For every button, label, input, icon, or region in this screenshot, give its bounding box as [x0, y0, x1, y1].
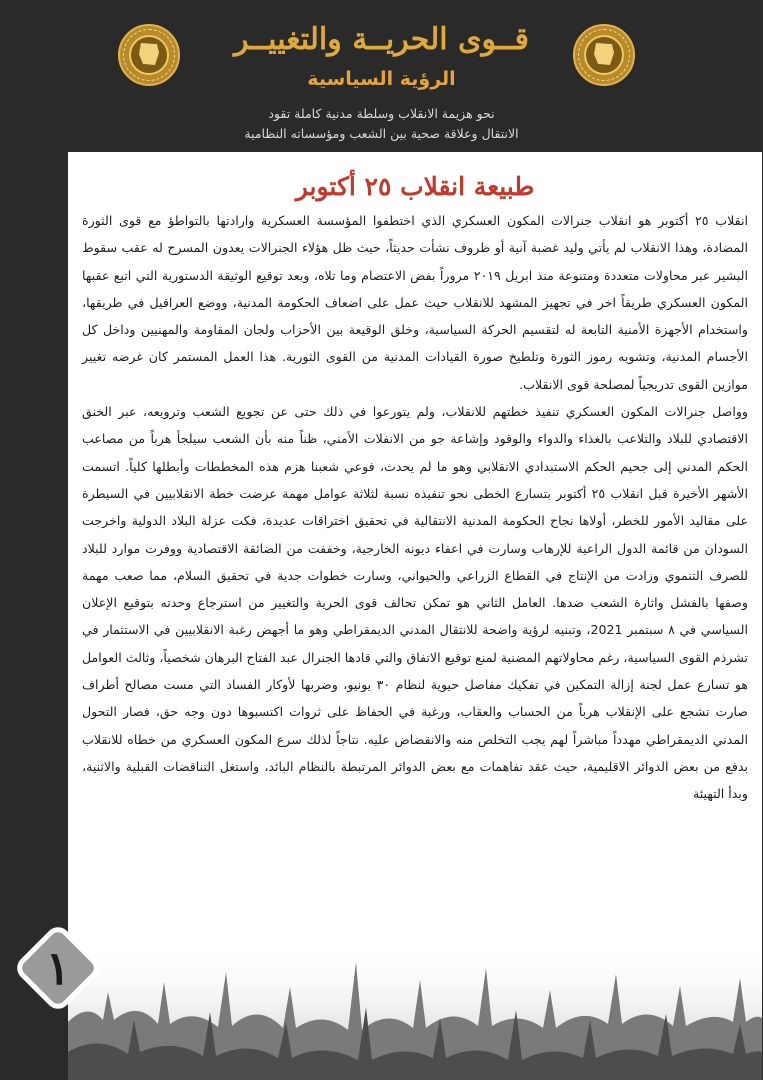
protest-crowd-silhouette-icon: [68, 902, 762, 1080]
paragraph-1: انقلاب ٢٥ أكتوبر هو انقلاب جنرالات المكون العسكري الذي اختطفوا المؤسسة العسكرية وارادتها بالتواطؤ مع قوى الثورة المضادة، وهذا الانقلاب لم يأتي وليد غضبة آنية أو ظروف نشأت حديثاً، حيث ظل هؤلاء الجنرالات يعدون المسرح له عقب سقوط البشير عبر محاولات متعددة ومتنوعة منذ ابريل ٢٠١٩ مروراً بفض الاعتصام وما تلاه، وبعد توقيع الوثيقة الدستورية التي اتبع عقبها المكون العسكري طريقاً اخر في تجهيز المشهد للانقلاب حيث عمل على اضعاف الحكومة المدنية، ووضع العراقيل في طريقها، واستخدام الأجهزة الأمنية التابعة له لتقسيم الحركة السياسية، وخلق الوقيعة بين الأحزاب ولجان المقاومة والمهنيين وداخل كل الأجسام المدنية، وتشويه رموز الثورة وتلطيخ صورة القيادات المدنية من القوى الثورية. هذا العمل المستمر كان غرضه تغيير موازين القوى تدريجياً لمصلحة قوى الانقلاب.: [82, 213, 749, 392]
page-body: [68, 152, 762, 1080]
header-band: [0, 0, 763, 152]
document-subtitle: الرؤية السياسية: [307, 68, 456, 90]
tagline-line-2: الانتقال وعلاقة صحية بين الشعب ومؤسساته النظامية: [244, 126, 519, 141]
page-number: ١: [45, 941, 71, 995]
tagline-line-1: نحو هزيمة الانقلاب وسلطة مدنية كاملة تقود: [268, 106, 495, 121]
article-text: [82, 207, 748, 808]
section-title: طبيعة انقلاب ٢٥ أكتوبر: [295, 172, 535, 201]
paragraph-2: وواصل جنرالات المكون العسكري تنفيذ خطتهم للانقلاب، ولم يتورعوا في ذلك حتى عن تجويع الشعب وترويعه، عبر الخنق الاقتصادي للبلاد والتلاعب بالغذاء والدواء والوقود وإشاعة جو من الانفلات الأمني، ظناً منه بأن الشعب سيلجأ هرباً من مصاعب الحكم المدني إلى جحيم الحكم الاستبدادي الانقلابي وهو ما لم يحدث، فوعي شعبنا هزم هذه المخططات وأبطلها كلياً. اتسمت الأشهر الأخيرة قبل انقلاب ٢٥ أكتوبر بتسارع الخطى نحو تنفيذه نسبة لثلاثة عوامل مهمة عرضت خطة الانقلابيين في السيطرة على مقاليد الأمور للخطر، أولاها نجاح الحكومة المدنية الانتقالية في تحقيق اختراقات عديدة، فكت عزلة البلاد الدولية واخرجت السودان من قائمة الدول الراعية للإرهاب وسارت في اعفاء ديونه الخارجية، وخففت من الضائقة الاقتصادية ووفرت موارد للبلاد للصرف التنموي وزادت من الإنتاج في القطاع الزراعي والحيواني، وسارت خطوات جدية في تحقيق السلام، مما صعب مهمة وصفها بالفشل واثارة الشعب ضدها. العامل الثاني هو تمكن تحالف قوى الحرية والتغيير من استرجاع وحدته بتوقيع الإعلان السياسي في ٨ سبتمبر 2021، وتبنيه لرؤية واضحة للانتقال المدني الديمقراطي وهو ما أجهض رغبة الانقلابيين في الاستثمار في تشرذم القوى السياسية، رغم محاولاتهم المضنية لمنع توقيع الاتفاق والتي قادها الجنرال عبد الفتاح البرهان شخصياً، وثالث العوامل هو تسارع عمل لجنة إزالة التمكين في تفكيك مفاصل حيوية لنظام ٣٠ يونيو، وضربها لأوكار الفساد التي مست مصالح أطراف صارت تشجع على الإنقلاب هرباً من الحساب والعقاب، ورغبة في الحفاظ على ثروات اكتسبوها دون وجه حق، فصار التحول المدني الديمقراطي مهدداً مباشراً لهم يجب التخلص منه والانقضاض عليه. نتاجاً لذلك سرع المكون العسكري من خطاه للانقلاب بدفع من بعض الدوائر الاقليمية، حيث عقد تفاهمات مع بعض الدوائر المرتبطة بالنظام البائد، واستغل التناقضات القبلية والاثنية، وبدأ التهيئة: [82, 404, 748, 802]
organization-title: قــوى الحريــة والتغييــر: [234, 22, 529, 57]
